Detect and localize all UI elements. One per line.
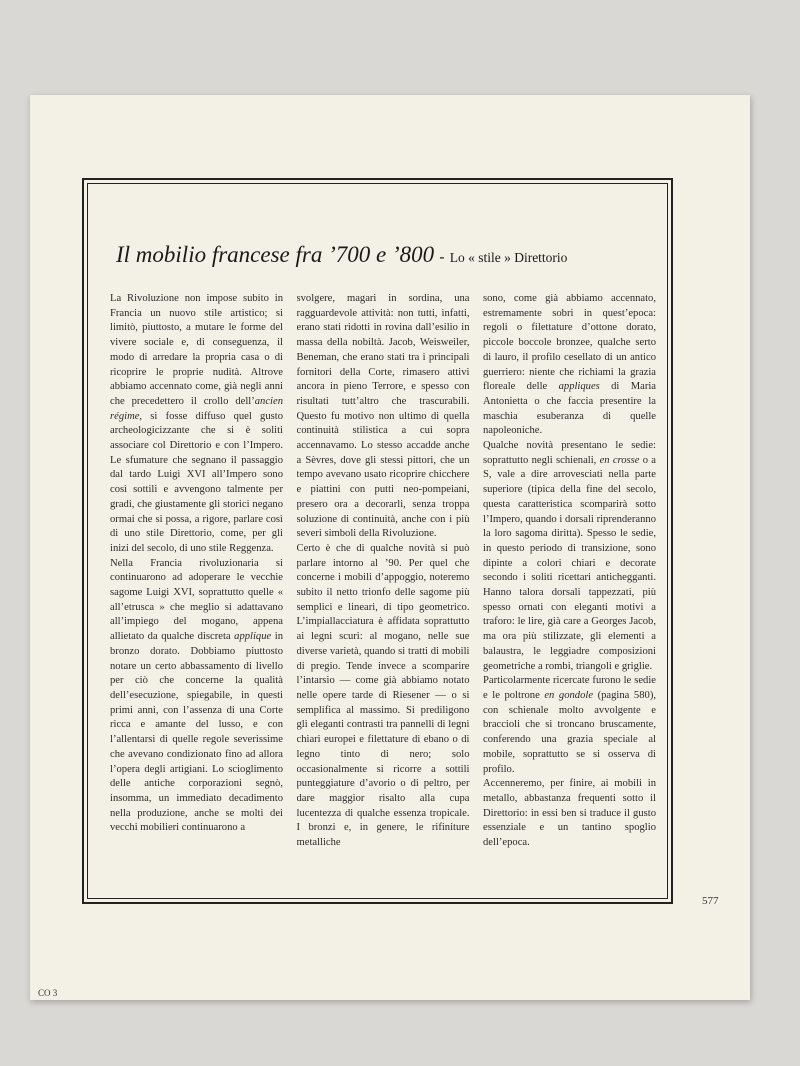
paragraph [110, 557, 283, 836]
text-run: La Rivoluzione non impose subito in Francia un nuovo stile artistico; si limitò, piuttosto, a mutare le forme del vivere sociale e, di conseguenza, il modo di arredare la propria casa o di ricoprire le proprie nudità. Altrove abbiamo accennato come, già negli anni che precedettero il crollo dell’ [110, 293, 283, 407]
text-run: Qualche novità presentano le sedie: soprattutto negli schienali, [483, 440, 656, 466]
inner-rule [87, 183, 668, 899]
paragraph [110, 292, 283, 557]
paragraph [483, 777, 656, 851]
title-separator: - [434, 247, 450, 266]
text-column-1 [110, 292, 283, 882]
text-run: Accenneremo, per finire, ai mobili in metallo, abbastanza frequenti sotto il Direttorio: in essi ben si traduce il gusto essenziale e un tantino spoglio dell’epoca. [483, 778, 656, 849]
paragraph [297, 542, 470, 851]
text-run: in bronzo dorato. Dobbiamo piuttosto notare un certo abbassamento di livello per ciò che concerne la qualità dell’esecuzione, spiegabile, in questi primi anni, con l’assenza di una Corte ricca e amante del lusso, e con l’allentarsi di quelle regole severissime che avevano condizionato fino ad allora l’opera degli artigiani. Lo scioglimento delle antiche corporazioni segnò, insomma, un immediato decadimento nella produzione, anche se molti dei vecchi mobilieri continuarono a [110, 631, 283, 834]
italic-term: applique [234, 631, 272, 643]
text-run: Certo è che di qualche novità si può parlare intorno al ’90. Per quel che concerne i mobili d’appoggio, noteremo subito il netto trionfo delle sagome più semplici e lineari, di tipo geometrico. L’impiallacciatura è affidata soprattutto ai legni scuri: al mogano, nelle sue diverse varietà, quando si tratti di mobili di pregio. Tende invece a scomparire l’intarsio — come già abbiamo notato nelle opere tarde di Riesener — o si semplifica al massimo. Si prediligono gli eleganti contrasti tra pannelli di legni chiari europei e filettature di ebano o di legno tinto di nero; solo occasionalmente si ricorre a sottili punteggiature d’avorio o di peltro, per dare maggior risalto alla cupa lucentezza di qualche essenza tropicale. I bronzi e, in genere, le rifiniture metalliche [296, 542, 470, 849]
article-title: Il mobilio francese fra ’700 e ’800 [116, 242, 435, 267]
magazine-page [30, 95, 750, 1000]
paragraph [483, 292, 656, 439]
italic-term: ancien régime [110, 395, 283, 422]
text-run: Nella Francia rivoluzionaria si continuarono ad adoperare le vecchie sagome Luigi XVI, soprattutto quelle « all’etrusca » che meglio si adattavano all’impiego del mogano, appena allietato da qualche discreta [110, 557, 283, 643]
text-run: sono, come già abbiamo accennato, estremamente sobri in quest’epoca: regoli o filettature d’ottone dorato, piccole boccole bronzee, qualche serto di lauro, il profilo cesellato di un antico guerriero: niente che richiami la grazia floreale delle [483, 293, 656, 393]
text-run: Particolarmente ricercate furono le sedie e le poltrone [483, 675, 656, 701]
text-run: , si fosse diffuso quel gusto archeologicizzante che si è soliti associare col Direttorio e con l’Impero. Le sfumature che segnano il passaggio dal tardo Luigi XVI all’Impero sono così sottili e avvengono talmente per gradi, che giustamente gli storici negano ormai che si possa, a rigore, parlare così di uno stile Direttorio, come, per gli inizi del secolo, di uno stile Reggenza. [110, 410, 283, 554]
article-heading [116, 242, 647, 268]
italic-term: appliques [558, 381, 600, 393]
print-code: CO 3 [38, 988, 58, 998]
text-run: o a S, vale a dire arrovesciati nella parte superiore (tipica della fine del secolo, questa caratteristica scomparirà sotto l’Impero, quando i dorsali riprenderanno la loro sagoma diritta). Spesso le sedie, in questo periodo di transizione, sono dipinte a colori chiari e decorate secondo i soliti ricettari antichegganti. Hanno talora dorsali tappezzati, più spesso ornati con eleganti motivi a traforo: le lire, già care a Georges Jacob, ma ora più stilizzate, gli elementi a balaustra, le leggiadre composizioni geometriche a rombi, triangoli e griglie. [483, 454, 656, 672]
page-number: 577 [702, 895, 719, 907]
paragraph [297, 292, 470, 542]
paragraph [483, 674, 656, 777]
text-column-3 [483, 292, 656, 882]
article-subtitle: Lo « stile » Direttorio [449, 250, 568, 265]
paragraph [483, 439, 656, 674]
text-column-2 [297, 292, 470, 882]
text-run: (pagina 580), con schienale molto avvolgente e braccioli che si troncano bruscamente, conferendo una grazia speciale al mobile, soprattutto se si osserva di profilo. [483, 689, 656, 775]
text-run: svolgere, magari in sordina, una ragguardevole attività: non tutti, infatti, erano stati ridotti in rovina dall’esilio in massa della nobiltà. Jacob, Weisweiler, Beneman, che erano stati tra i principali fornitori della Corte, rimasero attivi ancora in pieno Terrore, e spesso con risultati tutt’altro che trascurabili. Questo fu motivo non ultimo di quella continuità stilistica a cui sopra accennavamo. Lo stesso accadde anche a Sèvres, dove gli stessi pittori, che un tempo avevano usato ricoprire chicchere e piattini con putti neo-pompeiani, presero ora a decorarli, senza troppa soluzione di continuità, anche con i più severi simboli della Rivoluzione. [296, 293, 470, 540]
italic-term: en gondole [544, 689, 594, 701]
double-rule-frame [82, 178, 673, 904]
text-run: di Maria Antonietta o che faccia presentire la maschia esuberanza di quelle napoleoniche. [483, 381, 656, 437]
text-columns [110, 292, 656, 882]
italic-term: en crosse [599, 454, 640, 466]
